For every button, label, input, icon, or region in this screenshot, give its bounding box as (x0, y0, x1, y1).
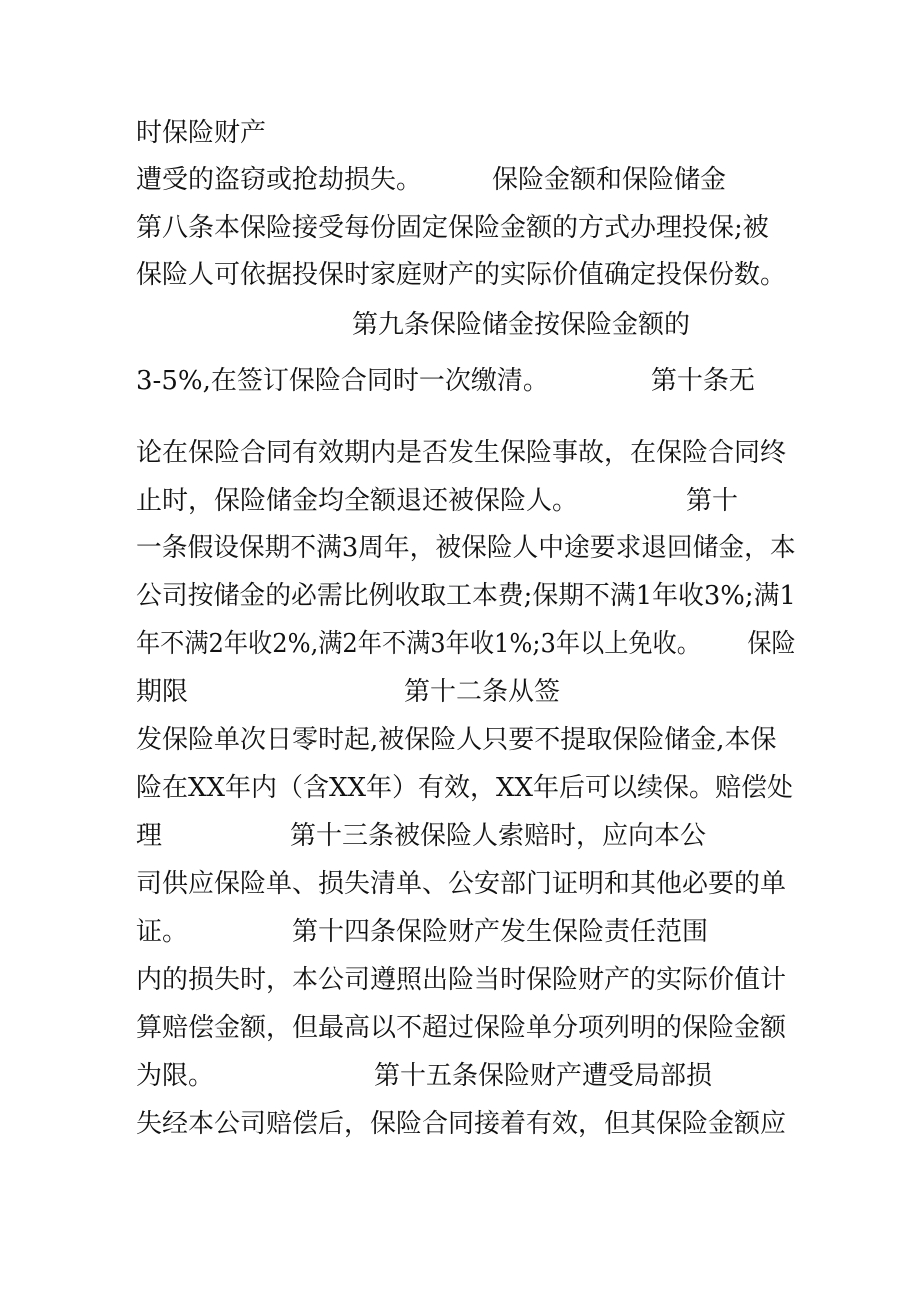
text-line (136, 624, 796, 664)
section-heading: 保险金额和保险储金 (492, 165, 727, 195)
text-segment: 第十五条保险财产遭受局部损 (374, 1061, 713, 1091)
text-segment: 第十二条从签 (404, 677, 561, 707)
text-segment: 3-5%,在签订保险合同时一次缴清。 (136, 366, 549, 396)
text-line (136, 361, 796, 401)
text-segment: 第十四条保险财产发生保险责任范围 (292, 917, 709, 947)
text-segment: 第十 (686, 486, 739, 516)
text-segment: 一条假设保期不满3周年，被保险人中途要求退回储金，本 (136, 533, 796, 563)
text-segment: 时保险财产 (136, 118, 267, 148)
text-segment: 险在XX年内（含XX年）有效，XX年后可以续保。赔偿处 (136, 773, 794, 803)
text-segment: 止时，保险储金均全额退还被保险人。 (136, 486, 579, 516)
text-line (136, 1008, 796, 1048)
text-segment: 第十三条被保险人索赔时，应向本公 (290, 821, 707, 851)
text-line (136, 208, 796, 248)
text-line (136, 816, 796, 856)
text-segment: 年不满2年收2%,满2年不满3年收1%;3年以上免收。 (136, 629, 701, 659)
section-heading: 期限 (136, 677, 189, 707)
text-segment: 公司按储金的必需比例收取工本费;保期不满1年收3%;满1 (136, 581, 796, 611)
text-line (136, 433, 796, 473)
text-line (136, 960, 796, 1000)
text-segment: 保险 (747, 629, 796, 659)
text-line (136, 768, 796, 808)
text-line (136, 576, 796, 616)
text-segment: 第十条无 (650, 366, 755, 396)
text-line (136, 255, 796, 295)
text-segment: 论在保险合同有效期内是否发生保险事故，在保险合同终 (136, 438, 787, 468)
text-segment: 第八条本保险接受每份固定保险金额的方式办理投保;被 (136, 213, 769, 243)
text-line (136, 1104, 796, 1144)
text-line (136, 481, 796, 521)
text-segment: 遭受的盗窃或抢劫损失。 (136, 165, 423, 195)
text-segment: 第九条保险储金按保险金额的 (352, 310, 691, 340)
text-segment: 保险人可依据投保时家庭财产的实际价值确定投保份数。 (136, 260, 787, 290)
text-line (136, 1056, 796, 1096)
text-segment: 证。 (136, 917, 189, 947)
text-line (136, 528, 796, 568)
text-segment: 算赔偿金额，但最高以不超过保险单分项列明的保险金额 (136, 1013, 787, 1043)
text-segment: 为限。 (136, 1061, 215, 1091)
text-segment: 司供应保险单、损失清单、公安部门证明和其他必要的单 (136, 869, 787, 899)
text-line (136, 864, 796, 904)
text-line (136, 305, 796, 345)
text-segment: 内的损失时，本公司遵照出险当时保险财产的实际价值计 (136, 965, 787, 995)
text-segment: 失经本公司赔偿后，保险合同接着有效，但其保险金额应 (136, 1109, 787, 1139)
text-line (136, 912, 796, 952)
section-heading: 理 (136, 821, 163, 851)
text-line (136, 720, 796, 760)
text-line (136, 113, 796, 153)
text-segment: 发保险单次日零时起,被保险人只要不提取保险储金,本保 (136, 725, 777, 755)
text-line (136, 672, 796, 712)
text-line (136, 160, 796, 200)
